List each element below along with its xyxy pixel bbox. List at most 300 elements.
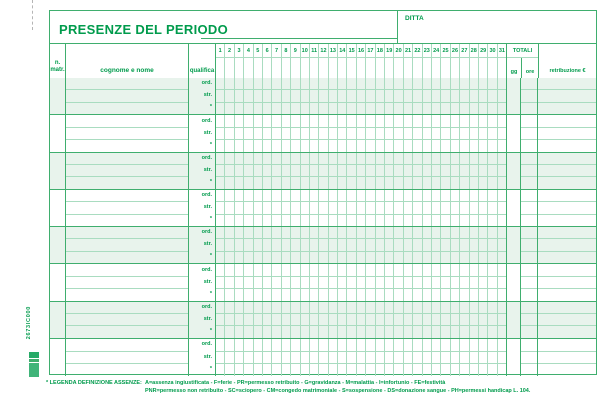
- day-cell: [470, 364, 478, 376]
- day-column: [347, 227, 356, 263]
- day-cell: [338, 190, 346, 202]
- day-cell: [498, 177, 506, 188]
- day-cell: [254, 289, 262, 300]
- day-column: [225, 153, 234, 189]
- row-type-label: str.: [203, 353, 212, 360]
- day-cell: [423, 115, 431, 127]
- day-cell: [347, 215, 355, 226]
- day-cell: [225, 302, 233, 314]
- ore-subcell: [521, 302, 537, 314]
- day-cell: [441, 90, 449, 102]
- day-column: [357, 339, 366, 376]
- day-cell: [451, 364, 459, 376]
- day-cell: [244, 202, 252, 214]
- day-cell: [460, 215, 468, 226]
- day-cell: [470, 314, 478, 326]
- name-write-line: [66, 90, 188, 102]
- day-cell: [301, 339, 309, 352]
- day-cell: [451, 277, 459, 289]
- day-column: [460, 264, 469, 300]
- day-column: [282, 78, 291, 114]
- row-type-label: str.: [203, 241, 212, 248]
- ore-subcell: [521, 78, 537, 90]
- retribuzione-subcell: [538, 302, 596, 314]
- matr-cell: [50, 153, 66, 189]
- matr-cell: [50, 264, 66, 300]
- day-cell: [376, 115, 384, 127]
- day-cell: [254, 190, 262, 202]
- day-cell: [460, 277, 468, 289]
- day-cell: [310, 239, 318, 251]
- day-cell: [451, 289, 459, 300]
- day-column: [263, 227, 272, 263]
- employee-block: [50, 115, 596, 152]
- day-cell: [366, 103, 374, 114]
- day-cell: [432, 103, 440, 114]
- day-column: [291, 302, 300, 338]
- day-cell: [319, 153, 327, 165]
- day-cell: [338, 252, 346, 263]
- day-column: [310, 153, 319, 189]
- day-cell: [470, 326, 478, 337]
- row-type-label: str.: [203, 92, 212, 99]
- day-cell: [394, 140, 402, 151]
- day-cell: [366, 252, 374, 263]
- day-cell: [498, 165, 506, 177]
- day-cell: [347, 239, 355, 251]
- day-cell: [347, 302, 355, 314]
- name-write-line: [66, 115, 188, 127]
- day-cell: [366, 140, 374, 151]
- day-cell: [451, 302, 459, 314]
- day-cell: [329, 103, 337, 114]
- day-column: [366, 115, 375, 151]
- day-cell: [479, 78, 487, 90]
- day-cell: [329, 115, 337, 127]
- day-cell: [470, 78, 478, 90]
- day-cell: [225, 239, 233, 251]
- day-cell: [441, 302, 449, 314]
- day-column: [385, 115, 394, 151]
- day-cell: [310, 339, 318, 352]
- employee-block: [50, 264, 596, 301]
- day-column: [329, 302, 338, 338]
- day-cell: [254, 352, 262, 365]
- employee-block: [50, 227, 596, 264]
- day-column: [291, 190, 300, 226]
- day-cell: [479, 227, 487, 239]
- retribuzione-subcell: [538, 202, 596, 214]
- day-column: [263, 190, 272, 226]
- day-column: [310, 115, 319, 151]
- name-write-line: [66, 364, 188, 376]
- day-cell: [310, 277, 318, 289]
- name-write-line: [66, 252, 188, 263]
- day-column: [385, 264, 394, 300]
- day-number-cell: 21: [404, 44, 413, 57]
- day-cell: [441, 115, 449, 127]
- day-cell: [488, 352, 496, 365]
- retribuzione-subcell: [538, 227, 596, 239]
- day-cell: [272, 289, 280, 300]
- name-write-line: [66, 289, 188, 300]
- day-cell: [319, 103, 327, 114]
- day-cell: [460, 78, 468, 90]
- day-cell: [235, 264, 243, 276]
- day-cell: [244, 314, 252, 326]
- totali-label: TOTALI: [507, 44, 538, 58]
- day-cell: [216, 239, 224, 251]
- day-cell: [282, 352, 290, 365]
- gg-total-cell: [506, 227, 521, 263]
- day-column: [310, 78, 319, 114]
- day-cell: [432, 289, 440, 300]
- row-type-label: *: [209, 253, 212, 260]
- day-cell: [479, 302, 487, 314]
- ore-total-cell: [521, 78, 538, 114]
- day-column: [413, 78, 422, 114]
- day-cell: [376, 103, 384, 114]
- day-cell: [338, 153, 346, 165]
- day-cell: [432, 190, 440, 202]
- day-cell: [291, 190, 299, 202]
- day-cell: [225, 78, 233, 90]
- day-cell: [423, 352, 431, 365]
- day-cell: [225, 227, 233, 239]
- day-cell: [291, 252, 299, 263]
- day-cell: [479, 326, 487, 337]
- day-column: [479, 78, 488, 114]
- day-cell: [498, 352, 506, 365]
- retribuzione-subcell: [538, 352, 596, 365]
- day-column: [385, 190, 394, 226]
- day-cell: [272, 277, 280, 289]
- day-subheader-cell: [423, 58, 432, 78]
- day-cell: [244, 177, 252, 188]
- day-cell: [329, 165, 337, 177]
- gg-total-cell: [506, 153, 521, 189]
- day-cell: [488, 103, 496, 114]
- qualifica-cell: [189, 227, 216, 263]
- day-cell: [347, 128, 355, 140]
- day-cell: [498, 90, 506, 102]
- day-cell: [329, 326, 337, 337]
- day-column: [216, 190, 225, 226]
- day-column: [235, 153, 244, 189]
- day-cell: [357, 227, 365, 239]
- day-cell: [460, 140, 468, 151]
- day-column: [216, 115, 225, 151]
- day-number-row: [216, 44, 506, 58]
- day-cell: [263, 128, 271, 140]
- day-cell: [423, 177, 431, 188]
- day-cell: [498, 128, 506, 140]
- day-cell: [488, 140, 496, 151]
- day-cell: [329, 364, 337, 376]
- retribuzione-subcell: [538, 339, 596, 352]
- day-cell: [385, 289, 393, 300]
- day-cell: [225, 103, 233, 114]
- day-cell: [488, 128, 496, 140]
- gg-total-cell: [506, 115, 521, 151]
- day-column: [272, 153, 281, 189]
- retribuzione-cell: [538, 302, 596, 338]
- day-cell: [319, 115, 327, 127]
- day-cell: [441, 78, 449, 90]
- day-column: [366, 227, 375, 263]
- day-cell: [244, 90, 252, 102]
- day-column: [470, 264, 479, 300]
- day-cell: [310, 177, 318, 188]
- day-cell: [404, 78, 412, 90]
- ore-subcell: [521, 264, 537, 276]
- name-write-line: [66, 153, 188, 165]
- day-column: [329, 153, 338, 189]
- day-column: [244, 190, 253, 226]
- day-cell: [235, 252, 243, 263]
- day-column: [498, 339, 506, 376]
- day-cell: [319, 227, 327, 239]
- day-cell: [254, 302, 262, 314]
- day-cell: [460, 314, 468, 326]
- day-cell: [319, 140, 327, 151]
- day-cell: [216, 252, 224, 263]
- day-cell: [244, 128, 252, 140]
- day-column: [282, 153, 291, 189]
- day-cell: [357, 326, 365, 337]
- day-cell: [357, 153, 365, 165]
- day-cell: [225, 115, 233, 127]
- day-cell: [225, 90, 233, 102]
- day-cell: [423, 78, 431, 90]
- day-cell: [441, 215, 449, 226]
- day-cell: [394, 103, 402, 114]
- day-cell: [225, 339, 233, 352]
- day-cell: [244, 190, 252, 202]
- day-column: [282, 190, 291, 226]
- day-cell: [291, 302, 299, 314]
- day-cell: [319, 289, 327, 300]
- day-cell: [498, 326, 506, 337]
- day-cell: [329, 239, 337, 251]
- day-cell: [225, 165, 233, 177]
- day-column: [498, 78, 506, 114]
- day-cell: [301, 215, 309, 226]
- day-cell: [338, 289, 346, 300]
- day-cell: [460, 264, 468, 276]
- day-cell: [441, 239, 449, 251]
- day-cell: [282, 115, 290, 127]
- day-cell: [347, 227, 355, 239]
- day-subheader-cell: [413, 58, 422, 78]
- day-cell: [441, 252, 449, 263]
- day-cell: [366, 78, 374, 90]
- day-cell: [366, 90, 374, 102]
- name-write-line: [66, 326, 188, 337]
- day-cell: [347, 78, 355, 90]
- day-cell: [225, 314, 233, 326]
- ore-total-cell: [521, 227, 538, 263]
- day-subheader-cell: [291, 58, 300, 78]
- day-cell: [394, 227, 402, 239]
- retribuzione-cell: [538, 190, 596, 226]
- day-column: [423, 115, 432, 151]
- row-type-label: *: [209, 104, 212, 111]
- day-cell: [347, 202, 355, 214]
- day-cell: [347, 153, 355, 165]
- day-subheader-cell: [272, 58, 281, 78]
- day-number-cell: 6: [263, 44, 272, 57]
- day-cell: [479, 177, 487, 188]
- day-cell: [319, 264, 327, 276]
- day-cell: [254, 326, 262, 337]
- day-cell: [423, 277, 431, 289]
- day-cell: [413, 239, 421, 251]
- day-number-cell: 15: [347, 44, 356, 57]
- day-cell: [413, 364, 421, 376]
- day-column: [244, 339, 253, 376]
- day-column: [263, 153, 272, 189]
- qualifica-cell: [189, 302, 216, 338]
- day-column: [441, 115, 450, 151]
- day-column: [301, 264, 310, 300]
- day-column: [329, 339, 338, 376]
- day-subheader-cell: [432, 58, 441, 78]
- page-title: PRESENZE DEL PERIODO: [59, 22, 229, 37]
- day-subheader-cell: [338, 58, 347, 78]
- qualifica-column-header: qualifica: [189, 44, 216, 78]
- day-cell: [338, 140, 346, 151]
- day-column: [376, 190, 385, 226]
- day-cell: [291, 215, 299, 226]
- day-cell: [254, 177, 262, 188]
- day-cell: [432, 277, 440, 289]
- retribuzione-subcell: [538, 239, 596, 251]
- day-cell: [423, 165, 431, 177]
- day-cell: [347, 165, 355, 177]
- day-number-cell: 10: [301, 44, 310, 57]
- day-number-cell: 9: [291, 44, 300, 57]
- row-type-label: str.: [203, 204, 212, 211]
- name-write-line: [66, 165, 188, 177]
- day-cell: [451, 339, 459, 352]
- days-grid: [216, 227, 506, 263]
- day-cell: [488, 177, 496, 188]
- day-cell: [291, 140, 299, 151]
- day-cell: [498, 202, 506, 214]
- day-cell: [366, 227, 374, 239]
- day-cell: [216, 190, 224, 202]
- day-cell: [347, 264, 355, 276]
- day-cell: [451, 326, 459, 337]
- day-cell: [479, 140, 487, 151]
- day-cell: [423, 289, 431, 300]
- day-cell: [254, 90, 262, 102]
- day-cell: [432, 339, 440, 352]
- day-cell: [216, 177, 224, 188]
- day-cell: [254, 339, 262, 352]
- day-cell: [423, 140, 431, 151]
- day-cell: [394, 215, 402, 226]
- day-cell: [254, 215, 262, 226]
- day-cell: [310, 252, 318, 263]
- ore-subcell: [521, 227, 537, 239]
- employee-block: [50, 190, 596, 227]
- day-cell: [272, 239, 280, 251]
- day-cell: [385, 103, 393, 114]
- day-cell: [347, 339, 355, 352]
- brand-logo-mark: [29, 352, 39, 358]
- day-cell: [347, 140, 355, 151]
- row-type-label: ord.: [201, 192, 212, 199]
- day-cell: [329, 215, 337, 226]
- day-cell: [272, 90, 280, 102]
- day-cell: [301, 103, 309, 114]
- day-column: [216, 78, 225, 114]
- day-cell: [432, 165, 440, 177]
- day-cell: [385, 302, 393, 314]
- qualifica-cell: [189, 339, 216, 376]
- day-number-cell: 31: [498, 47, 505, 54]
- day-cell: [310, 78, 318, 90]
- day-cell: [441, 352, 449, 365]
- day-cell: [385, 277, 393, 289]
- day-cell: [376, 153, 384, 165]
- day-column: [376, 78, 385, 114]
- day-cell: [301, 78, 309, 90]
- name-cell: [66, 190, 189, 226]
- day-cell: [310, 364, 318, 376]
- day-cell: [244, 277, 252, 289]
- day-cell: [357, 103, 365, 114]
- day-cell: [254, 128, 262, 140]
- day-cell: [291, 78, 299, 90]
- day-cell: [291, 128, 299, 140]
- day-cell: [282, 103, 290, 114]
- day-cell: [404, 103, 412, 114]
- row-type-label: *: [209, 327, 212, 334]
- day-cell: [460, 153, 468, 165]
- day-cell: [432, 352, 440, 365]
- day-column: [376, 115, 385, 151]
- day-cell: [479, 339, 487, 352]
- day-column: [366, 190, 375, 226]
- day-column: [235, 115, 244, 151]
- retribuzione-subcell: [538, 78, 596, 90]
- day-cell: [394, 78, 402, 90]
- day-column: [460, 227, 469, 263]
- day-cell: [254, 78, 262, 90]
- day-cell: [329, 302, 337, 314]
- day-cell: [244, 352, 252, 365]
- day-cell: [423, 103, 431, 114]
- day-cell: [394, 302, 402, 314]
- matr-cell: [50, 339, 66, 376]
- day-column: [357, 302, 366, 338]
- day-cell: [282, 314, 290, 326]
- day-cell: [319, 314, 327, 326]
- day-cell: [310, 115, 318, 127]
- day-cell: [432, 302, 440, 314]
- day-column: [310, 190, 319, 226]
- day-cell: [319, 165, 327, 177]
- name-write-line: [66, 239, 188, 251]
- day-cell: [460, 352, 468, 365]
- day-column: [385, 78, 394, 114]
- day-column: [225, 264, 234, 300]
- day-cell: [235, 364, 243, 376]
- day-column: [498, 153, 506, 189]
